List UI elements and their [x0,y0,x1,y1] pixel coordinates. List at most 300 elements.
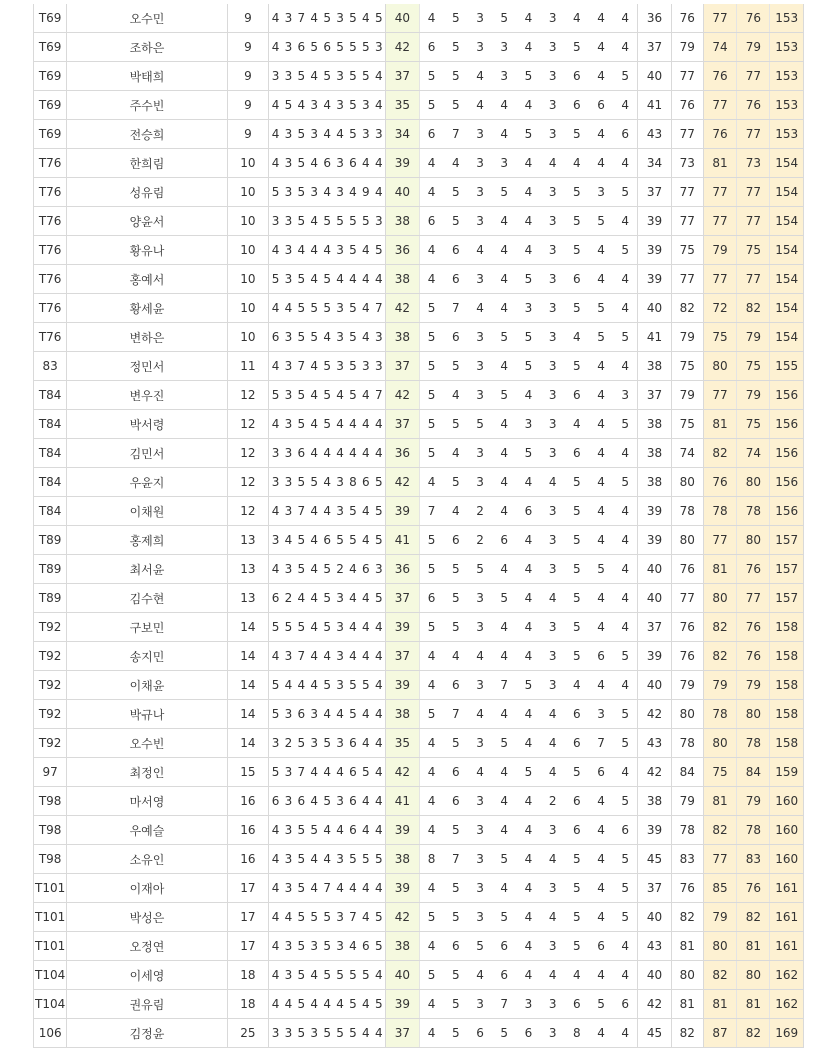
back-hole-score-cell: 4 [589,816,613,845]
back-hole-score-cell: 5 [444,33,468,62]
in-total-cell: 40 [638,903,671,932]
front-hole-score-cell: 5 [308,468,321,497]
back-hole-score-cell: 5 [565,932,589,961]
total-score-cell: 156 [770,381,804,410]
rank-cell: T104 [34,990,67,1019]
front-hole-score-cell: 7 [295,758,308,787]
front-hole-score-cell: 5 [321,729,334,758]
back-hole-score-cell: 5 [419,526,444,555]
front-hole-score-cell: 5 [295,961,308,990]
back-hole-score-cell: 5 [492,178,516,207]
front-hole-score-cell: 4 [372,410,385,439]
back-hole-score-cell: 4 [516,932,540,961]
back-hole-score-cell: 4 [613,613,638,642]
back-hole-score-cell: 7 [444,845,468,874]
front-hole-score-cell: 4 [347,439,360,468]
total-score-cell: 154 [770,265,804,294]
round-3-score-cell: 75 [737,352,770,381]
back-hole-score-cell: 6 [565,787,589,816]
front-hole-score-cell: 3 [334,149,347,178]
back-hole-score-cell: 5 [419,410,444,439]
round-1-score-cell: 80 [671,700,703,729]
front-hole-score-cell: 5 [295,1019,308,1048]
back-hole-score-cell: 4 [613,1019,638,1048]
round-1-score-cell: 77 [671,62,703,91]
front-hole-score-cell: 4 [359,642,372,671]
back-hole-score-cell: 3 [541,33,565,62]
back-hole-score-cell: 5 [565,758,589,787]
back-hole-score-cell: 3 [468,381,492,410]
front-hole-score-cell: 3 [269,1019,282,1048]
table-row [34,729,804,758]
total-score-cell: 160 [770,845,804,874]
round-3-score-cell: 75 [737,236,770,265]
front-hole-score-cell: 6 [347,758,360,787]
back-hole-score-cell: 6 [444,323,468,352]
back-hole-score-cell: 4 [516,903,540,932]
player-name-cell: 성유림 [67,178,227,207]
back-hole-score-cell: 7 [444,294,468,323]
back-hole-score-cell: 4 [419,671,444,700]
front-hole-score-cell: 3 [282,787,295,816]
back-hole-score-cell: 5 [613,787,638,816]
front-hole-score-cell: 3 [334,845,347,874]
round-3-score-cell: 82 [737,1019,770,1048]
in-total-cell: 40 [638,584,671,613]
back-hole-score-cell: 3 [541,178,565,207]
out-total-cell: 38 [386,932,419,961]
back-hole-score-cell: 6 [516,497,540,526]
front-hole-score-cell: 5 [308,903,321,932]
back-hole-score-cell: 4 [589,236,613,265]
front-hole-score-cell: 5 [321,932,334,961]
back-hole-score-cell: 6 [444,236,468,265]
front-hole-score-cell: 5 [295,323,308,352]
rank-cell: T89 [34,584,67,613]
front-hole-score-cell: 3 [334,468,347,497]
back-hole-score-cell: 5 [589,207,613,236]
back-hole-score-cell: 6 [444,526,468,555]
back-hole-score-cell: 6 [589,642,613,671]
front-hole-score-cell: 4 [282,671,295,700]
round-3-score-cell: 82 [737,294,770,323]
front-hole-score-cell: 4 [282,990,295,1019]
front-hole-score-cell: 4 [334,410,347,439]
front-hole-score-cell: 3 [282,758,295,787]
back-hole-score-cell: 5 [613,729,638,758]
back-hole-score-cell: 4 [613,584,638,613]
back-hole-score-cell: 4 [589,468,613,497]
back-hole-score-cell: 3 [468,584,492,613]
total-score-cell: 154 [770,149,804,178]
out-total-cell: 36 [386,555,419,584]
front-hole-score-cell: 4 [359,323,372,352]
front-hole-score-cell: 9 [359,178,372,207]
back-hole-score-cell: 5 [565,468,589,497]
table-row [34,990,804,1019]
front-hole-score-cell: 4 [308,265,321,294]
round-1-score-cell: 81 [671,990,703,1019]
front-hole-score-cell: 4 [269,33,282,62]
to-par-cell: 9 [227,91,268,120]
round-2-score-cell: 82 [703,961,736,990]
round-3-score-cell: 77 [737,120,770,149]
table-row [34,381,804,410]
back-hole-score-cell: 3 [541,990,565,1019]
front-hole-score-cell: 3 [282,874,295,903]
player-name-cell: 김민서 [67,439,227,468]
round-2-score-cell: 77 [703,845,736,874]
player-name-cell: 우예슬 [67,816,227,845]
back-hole-score-cell: 4 [589,874,613,903]
back-hole-score-cell: 4 [492,207,516,236]
front-hole-score-cell: 5 [295,729,308,758]
front-hole-score-cell: 5 [295,990,308,1019]
to-par-cell: 14 [227,729,268,758]
in-total-cell: 34 [638,149,671,178]
back-hole-score-cell: 4 [589,352,613,381]
front-hole-score-cell: 5 [269,700,282,729]
player-name-cell: 이채원 [67,497,227,526]
back-hole-score-cell: 5 [613,874,638,903]
back-hole-score-cell: 4 [516,207,540,236]
front-hole-score-cell: 4 [359,990,372,1019]
back-hole-score-cell: 5 [419,555,444,584]
to-par-cell: 17 [227,903,268,932]
to-par-cell: 12 [227,410,268,439]
front-hole-score-cell: 4 [321,468,334,497]
back-hole-score-cell: 5 [565,526,589,555]
round-3-score-cell: 77 [737,178,770,207]
front-hole-score-cell: 6 [269,787,282,816]
round-3-score-cell: 76 [737,874,770,903]
front-hole-score-cell: 4 [359,816,372,845]
back-hole-score-cell: 4 [541,584,565,613]
rank-cell: T89 [34,526,67,555]
front-hole-score-cell: 4 [269,903,282,932]
front-hole-score-cell: 3 [334,91,347,120]
back-hole-score-cell: 3 [589,700,613,729]
front-hole-score-cell: 5 [372,932,385,961]
front-hole-score-cell: 4 [359,874,372,903]
out-total-cell: 42 [386,381,419,410]
total-score-cell: 154 [770,294,804,323]
back-hole-score-cell: 5 [613,236,638,265]
front-hole-score-cell: 4 [359,729,372,758]
rank-cell: T92 [34,613,67,642]
front-hole-score-cell: 4 [334,265,347,294]
back-hole-score-cell: 6 [589,91,613,120]
front-hole-score-cell: 4 [334,381,347,410]
rank-cell: T101 [34,932,67,961]
leaderboard-table [33,4,804,1048]
back-hole-score-cell: 3 [541,526,565,555]
back-hole-score-cell: 5 [565,294,589,323]
back-hole-score-cell: 6 [613,120,638,149]
front-hole-score-cell: 5 [372,236,385,265]
front-hole-score-cell: 4 [295,91,308,120]
table-row [34,468,804,497]
front-hole-score-cell: 4 [372,758,385,787]
table-row [34,758,804,787]
round-1-score-cell: 76 [671,642,703,671]
back-hole-score-cell: 6 [444,932,468,961]
front-hole-score-cell: 3 [334,642,347,671]
front-hole-score-cell: 4 [308,439,321,468]
front-hole-score-cell: 4 [269,497,282,526]
to-par-cell: 18 [227,990,268,1019]
back-hole-score-cell: 4 [589,845,613,874]
front-hole-score-cell: 4 [347,265,360,294]
back-hole-score-cell: 4 [589,671,613,700]
round-3-score-cell: 83 [737,845,770,874]
in-total-cell: 37 [638,613,671,642]
front-hole-score-cell: 6 [295,439,308,468]
round-2-score-cell: 87 [703,1019,736,1048]
rank-cell: 106 [34,1019,67,1048]
front-hole-score-cell: 5 [372,468,385,497]
round-1-score-cell: 82 [671,1019,703,1048]
front-hole-score-cell: 5 [347,381,360,410]
front-hole-score-cell: 4 [321,816,334,845]
table-row [34,526,804,555]
round-2-score-cell: 76 [703,120,736,149]
back-hole-score-cell: 4 [589,62,613,91]
back-hole-score-cell: 3 [541,932,565,961]
round-3-score-cell: 76 [737,555,770,584]
in-total-cell: 40 [638,294,671,323]
round-1-score-cell: 79 [671,787,703,816]
front-hole-score-cell: 4 [321,700,334,729]
front-hole-score-cell: 4 [269,642,282,671]
front-hole-score-cell: 5 [321,555,334,584]
back-hole-score-cell: 3 [468,468,492,497]
round-3-score-cell: 75 [737,410,770,439]
back-hole-score-cell: 5 [444,961,468,990]
front-hole-score-cell: 4 [321,758,334,787]
front-hole-score-cell: 5 [372,4,385,33]
in-total-cell: 39 [638,642,671,671]
front-hole-score-cell: 5 [334,1019,347,1048]
front-hole-score-cell: 4 [359,584,372,613]
back-hole-score-cell: 6 [419,584,444,613]
back-hole-score-cell: 5 [565,236,589,265]
front-hole-score-cell: 4 [359,613,372,642]
front-hole-score-cell: 3 [308,120,321,149]
round-3-score-cell: 77 [737,207,770,236]
back-hole-score-cell: 3 [541,323,565,352]
front-hole-score-cell: 5 [295,468,308,497]
round-1-score-cell: 78 [671,497,703,526]
back-hole-score-cell: 5 [613,178,638,207]
round-1-score-cell: 75 [671,410,703,439]
front-hole-score-cell: 5 [347,91,360,120]
rank-cell: T98 [34,787,67,816]
front-hole-score-cell: 4 [321,439,334,468]
back-hole-score-cell: 4 [492,874,516,903]
to-par-cell: 10 [227,236,268,265]
back-hole-score-cell: 5 [589,555,613,584]
round-3-score-cell: 76 [737,91,770,120]
back-hole-score-cell: 4 [492,120,516,149]
to-par-cell: 9 [227,62,268,91]
round-2-score-cell: 81 [703,990,736,1019]
back-hole-score-cell: 5 [565,642,589,671]
round-1-score-cell: 76 [671,874,703,903]
front-hole-score-cell: 4 [308,526,321,555]
round-1-score-cell: 81 [671,932,703,961]
front-hole-score-cell: 4 [269,874,282,903]
front-hole-score-cell: 4 [347,613,360,642]
back-hole-score-cell: 5 [444,4,468,33]
out-total-cell: 39 [386,671,419,700]
back-hole-score-cell: 5 [565,613,589,642]
player-name-cell: 박서령 [67,410,227,439]
back-hole-score-cell: 7 [444,120,468,149]
back-hole-score-cell: 4 [613,352,638,381]
player-name-cell: 송지민 [67,642,227,671]
front-hole-score-cell: 5 [321,207,334,236]
front-hole-score-cell: 4 [359,4,372,33]
back-hole-score-cell: 3 [468,903,492,932]
back-hole-score-cell: 4 [516,613,540,642]
back-hole-score-cell: 3 [541,120,565,149]
rank-cell: T84 [34,381,67,410]
front-hole-score-cell: 4 [321,236,334,265]
in-total-cell: 39 [638,497,671,526]
back-hole-score-cell: 4 [492,642,516,671]
round-1-score-cell: 82 [671,294,703,323]
front-hole-score-cell: 2 [282,729,295,758]
front-hole-score-cell: 3 [269,439,282,468]
total-score-cell: 154 [770,236,804,265]
front-hole-score-cell: 4 [269,91,282,120]
back-hole-score-cell: 3 [589,178,613,207]
round-1-score-cell: 75 [671,352,703,381]
out-total-cell: 36 [386,439,419,468]
back-hole-score-cell: 4 [541,729,565,758]
back-hole-score-cell: 6 [589,932,613,961]
round-3-score-cell: 74 [737,439,770,468]
front-hole-score-cell: 5 [269,671,282,700]
front-hole-score-cell: 4 [295,236,308,265]
back-hole-score-cell: 4 [565,323,589,352]
back-hole-score-cell: 4 [613,961,638,990]
out-total-cell: 37 [386,352,419,381]
out-total-cell: 38 [386,323,419,352]
front-hole-score-cell: 4 [282,294,295,323]
rank-cell: T84 [34,468,67,497]
front-hole-score-cell: 5 [295,178,308,207]
front-hole-score-cell: 5 [334,526,347,555]
total-score-cell: 162 [770,961,804,990]
back-hole-score-cell: 4 [565,4,589,33]
round-2-score-cell: 77 [703,381,736,410]
back-hole-score-cell: 4 [516,729,540,758]
to-par-cell: 16 [227,845,268,874]
front-hole-score-cell: 4 [359,903,372,932]
out-total-cell: 37 [386,62,419,91]
back-hole-score-cell: 6 [419,207,444,236]
rank-cell: T76 [34,294,67,323]
front-hole-score-cell: 7 [295,642,308,671]
round-1-score-cell: 75 [671,236,703,265]
back-hole-score-cell: 4 [589,526,613,555]
in-total-cell: 41 [638,323,671,352]
back-hole-score-cell: 5 [565,555,589,584]
round-2-score-cell: 75 [703,323,736,352]
out-total-cell: 39 [386,497,419,526]
back-hole-score-cell: 5 [516,758,540,787]
front-hole-score-cell: 4 [359,265,372,294]
front-hole-score-cell: 5 [321,62,334,91]
to-par-cell: 17 [227,932,268,961]
table-row [34,62,804,91]
in-total-cell: 38 [638,468,671,497]
back-hole-score-cell: 3 [468,4,492,33]
table-row [34,4,804,33]
back-hole-score-cell: 3 [541,62,565,91]
table-row [34,178,804,207]
round-3-score-cell: 79 [737,671,770,700]
back-hole-score-cell: 6 [516,1019,540,1048]
table-row [34,410,804,439]
front-hole-score-cell: 5 [321,613,334,642]
total-score-cell: 153 [770,62,804,91]
in-total-cell: 38 [638,787,671,816]
front-hole-score-cell: 3 [334,352,347,381]
back-hole-score-cell: 5 [444,207,468,236]
back-hole-score-cell: 3 [468,613,492,642]
front-hole-score-cell: 5 [347,352,360,381]
front-hole-score-cell: 3 [334,613,347,642]
round-1-score-cell: 80 [671,526,703,555]
front-hole-score-cell: 4 [347,410,360,439]
rank-cell: T89 [34,555,67,584]
round-1-score-cell: 76 [671,91,703,120]
player-name-cell: 소유인 [67,845,227,874]
round-2-score-cell: 82 [703,642,736,671]
back-hole-score-cell: 3 [541,207,565,236]
back-hole-score-cell: 5 [565,352,589,381]
front-hole-score-cell: 5 [347,236,360,265]
front-hole-score-cell: 7 [295,4,308,33]
back-hole-score-cell: 5 [516,265,540,294]
round-1-score-cell: 77 [671,207,703,236]
total-score-cell: 158 [770,671,804,700]
back-hole-score-cell: 5 [444,584,468,613]
front-hole-score-cell: 3 [308,932,321,961]
to-par-cell: 14 [227,700,268,729]
back-hole-score-cell: 3 [541,265,565,294]
front-hole-score-cell: 4 [334,700,347,729]
back-hole-score-cell: 5 [516,671,540,700]
rank-cell: 83 [34,352,67,381]
back-hole-score-cell: 4 [516,4,540,33]
table-row [34,671,804,700]
front-hole-score-cell: 5 [347,120,360,149]
out-total-cell: 37 [386,642,419,671]
player-name-cell: 오수민 [67,4,227,33]
back-hole-score-cell: 5 [444,62,468,91]
front-hole-score-cell: 7 [295,497,308,526]
front-hole-score-cell: 5 [321,352,334,381]
front-hole-score-cell: 3 [269,729,282,758]
back-hole-score-cell: 4 [589,149,613,178]
back-hole-score-cell: 3 [468,816,492,845]
front-hole-score-cell: 4 [321,990,334,1019]
back-hole-score-cell: 4 [419,816,444,845]
